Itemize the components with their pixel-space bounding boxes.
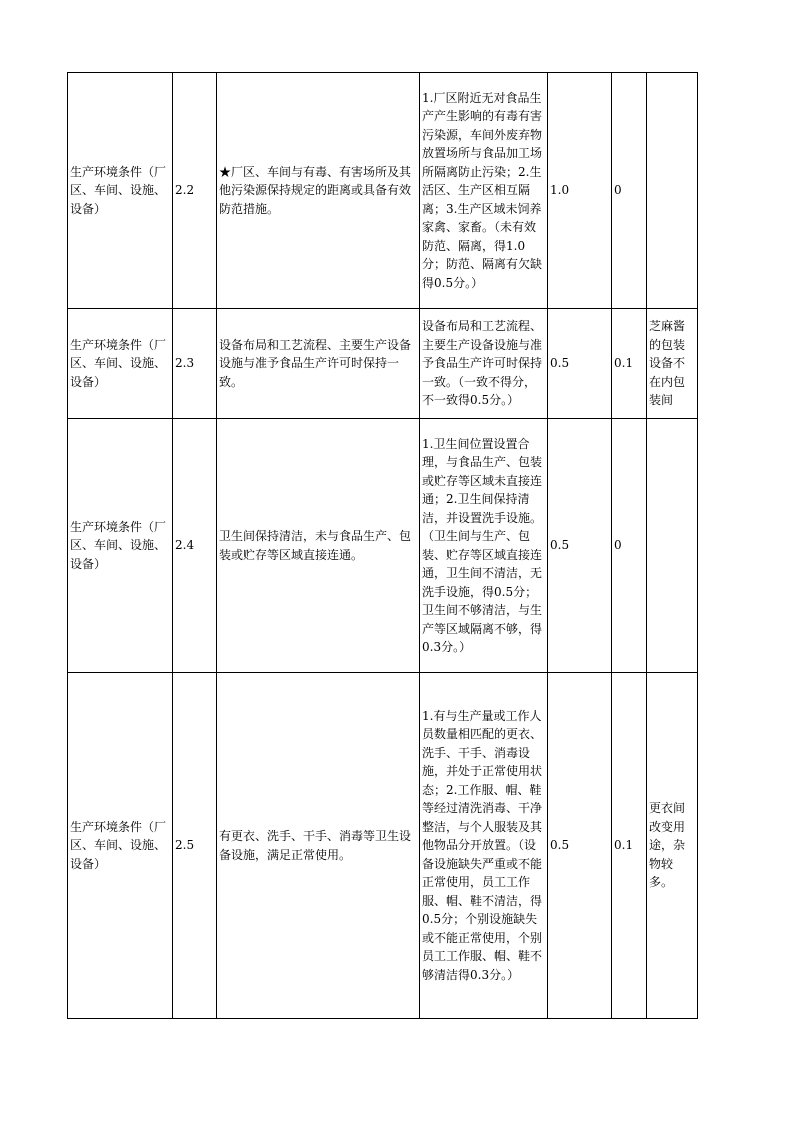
item-number-cell: 2.5 — [173, 673, 217, 1019]
requirement-cell: 设备布局和工艺流程、主要生产设备设施与准予食品生产许可时保持一致。 — [217, 309, 420, 419]
deduction-cell: 0.1 — [612, 309, 647, 419]
table-row — [68, 309, 698, 419]
score-cell: 1.0 — [548, 73, 612, 309]
standard-cell: 1.有与生产量或工作人员数量相匹配的更衣、洗手、干手、消毒设施，并处于正常使用状态；2.工作服、帽、鞋等经过清洗消毒、干净整洁，与个人服装及其他物品分开放置。（设备设施缺失严重或不能正常使用，员工工作服、帽、鞋不清洁，得0.5分；个别设施缺失或不能正常使用，个别员工工作服、帽、鞋不够清洁得0.3分。） — [420, 673, 548, 1019]
deduction-cell: 0.1 — [612, 673, 647, 1019]
requirement-cell: ★厂区、车间与有毒、有害场所及其他污染源保持规定的距离或具备有效防范措施。 — [217, 73, 420, 309]
item-number-cell: 2.3 — [173, 309, 217, 419]
category-cell: 生产环境条件（厂区、车间、设施、设备） — [68, 309, 173, 419]
score-cell: 0.5 — [548, 419, 612, 673]
item-number-cell: 2.2 — [173, 73, 217, 309]
requirement-cell: 卫生间保持清洁，未与食品生产、包装或贮存等区域直接连通。 — [217, 419, 420, 673]
deduction-cell: 0 — [612, 419, 647, 673]
item-number-cell: 2.4 — [173, 419, 217, 673]
standard-cell: 设备布局和工艺流程、主要生产设备设施与准予食品生产许可时保持一致。（一致不得分，不一致得0.5分。） — [420, 309, 548, 419]
deduction-cell: 0 — [612, 73, 647, 309]
note-cell: 芝麻酱的包装设备不在内包装间 — [647, 309, 698, 419]
score-cell: 0.5 — [548, 309, 612, 419]
category-cell: 生产环境条件（厂区、车间、设施、设备） — [68, 419, 173, 673]
inspection-table — [67, 72, 698, 1019]
note-cell — [647, 73, 698, 309]
table-row — [68, 673, 698, 1019]
category-cell: 生产环境条件（厂区、车间、设施、设备） — [68, 673, 173, 1019]
category-cell: 生产环境条件（厂区、车间、设施、设备） — [68, 73, 173, 309]
standard-cell: 1.厂区附近无对食品生产产生影响的有毒有害污染源，车间外废弃物放置场所与食品加工场所隔离防止污染；2.生活区、生产区相互隔离；3.生产区域未饲养家禽、家畜。（未有效防范、隔离，得1.0分；防范、隔离有欠缺得0.5分。） — [420, 73, 548, 309]
table-row — [68, 419, 698, 673]
requirement-cell: 有更衣、洗手、干手、消毒等卫生设备设施，满足正常使用。 — [217, 673, 420, 1019]
note-cell — [647, 419, 698, 673]
note-cell: 更衣间改变用途，杂物较多。 — [647, 673, 698, 1019]
standard-cell: 1.卫生间位置设置合理，与食品生产、包装或贮存等区域未直接连通；2.卫生间保持清洁，并设置洗手设施。（卫生间与生产、包装、贮存等区域直接连通，卫生间不清洁，无洗手设施，得0.5分；卫生间不够清洁，与生产等区域隔离不够，得0.3分。） — [420, 419, 548, 673]
score-cell: 0.5 — [548, 673, 612, 1019]
table-row — [68, 73, 698, 309]
